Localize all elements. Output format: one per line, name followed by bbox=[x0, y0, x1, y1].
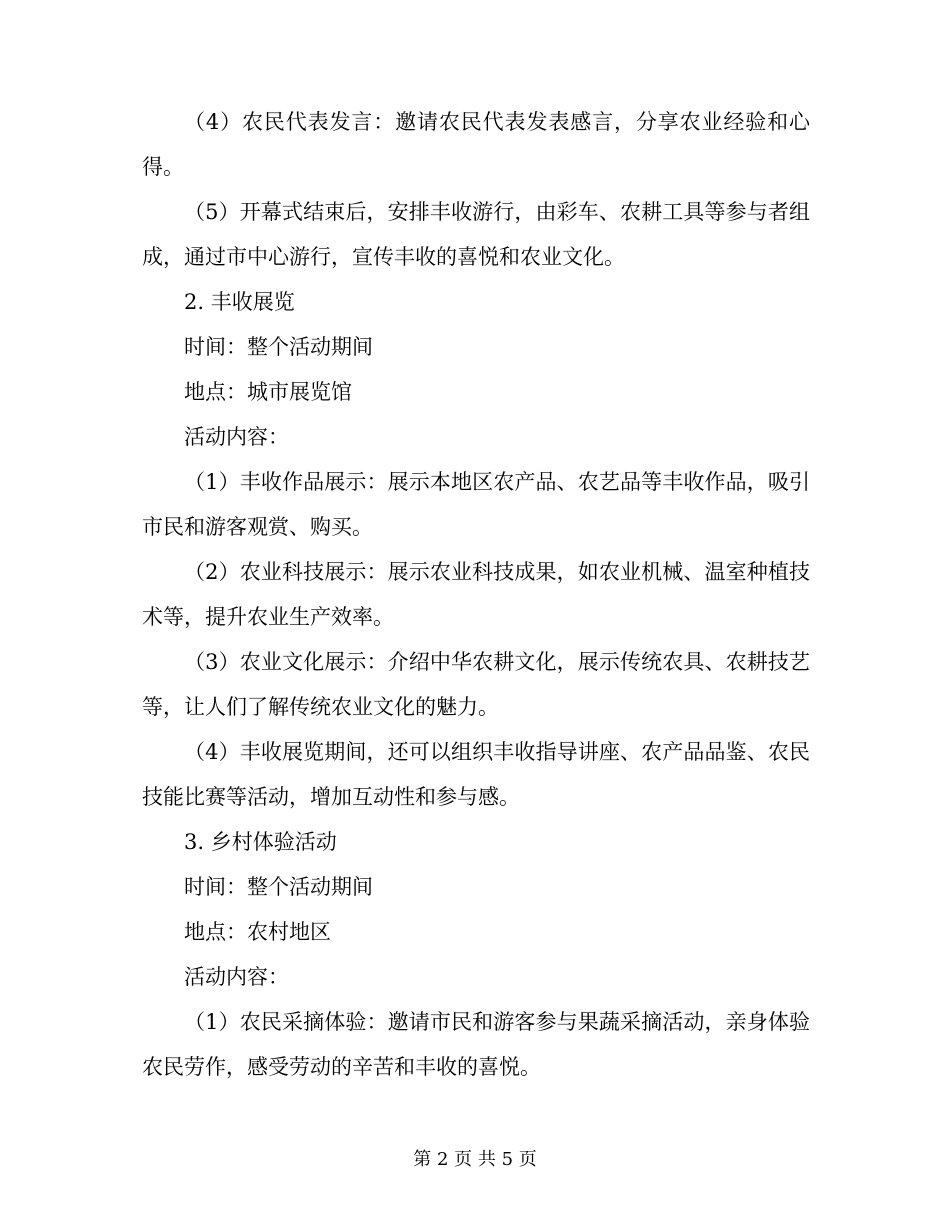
section-heading-exhibition: 2. 丰收展览 bbox=[184, 290, 295, 314]
section-heading-rural: 3. 乡村体验活动 bbox=[184, 830, 337, 854]
paragraph-parade: （5）开幕式结束后，安排丰收游行，由彩车、农耕工具等参与者组成，通过市中心游行，宣传丰收的喜悦和农业文化。 bbox=[142, 200, 810, 269]
paragraph-exhibition-item-2: （2）农业科技展示：展示农业科技成果，如农业机械、温室种植技术等，提升农业生产效率。 bbox=[142, 560, 810, 629]
page-footer: 第 2 页 共 5 页 bbox=[413, 1149, 537, 1170]
document-body bbox=[142, 100, 810, 1090]
paragraph-rural-time: 时间：整个活动期间 bbox=[184, 875, 373, 899]
paragraph-exhibition-item-4: （4）丰收展览期间，还可以组织丰收指导讲座、农产品品鉴、农民技能比赛等活动，增加互动性和参与感。 bbox=[142, 740, 810, 809]
paragraph-exhibition-item-1: （1）丰收作品展示：展示本地区农产品、农艺品等丰收作品，吸引市民和游客观赏、购买。 bbox=[142, 470, 810, 539]
paragraph-rural-content-label: 活动内容： bbox=[184, 965, 289, 989]
paragraph-rural-location: 地点：农村地区 bbox=[184, 920, 331, 944]
paragraph-exhibition-location: 地点：城市展览馆 bbox=[184, 380, 352, 404]
paragraph-rural-item-1: （1）农民采摘体验：邀请市民和游客参与果蔬采摘活动，亲身体验农民劳作，感受劳动的辛苦和丰收的喜悦。 bbox=[142, 1010, 810, 1079]
paragraph-exhibition-content-label: 活动内容： bbox=[184, 425, 289, 449]
paragraph-exhibition-item-3: （3）农业文化展示：介绍中华农耕文化，展示传统农具、农耕技艺等，让人们了解传统农业文化的魅力。 bbox=[142, 650, 810, 719]
paragraph-speech: （4）农民代表发言：邀请农民代表发表感言，分享农业经验和心得。 bbox=[142, 110, 810, 179]
paragraph-exhibition-time: 时间：整个活动期间 bbox=[184, 335, 373, 359]
